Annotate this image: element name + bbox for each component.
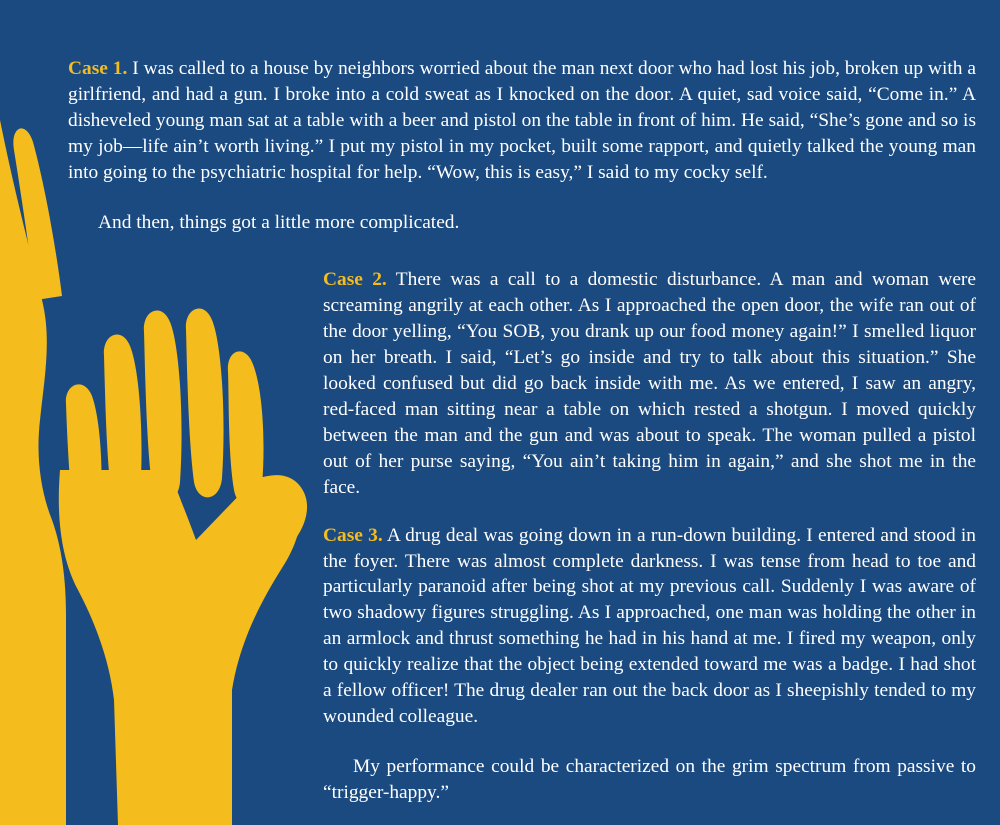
- interlude-paragraph: And then, things got a little more complicated.: [98, 211, 460, 233]
- case-2-label: Case 2.: [323, 269, 387, 291]
- case-3-text: A drug deal was going down in a run-down building. I entered and stood in the foyer. There was almost complete darkness. I was tense from head to toe and particularly paranoid after being shot at my previous call. Suddenly I was aware of two shadowy figures struggling. As I approached, one man was holding the other in an armlock and thrust something he had in his hand at me. I fired my weapon, only to quickly realize that the object being extended toward me was a badge. I had shot a fellow officer! The drug dealer ran out the back door as I sheepishly tended to my wounded colleague.: [323, 524, 976, 727]
- case-3-label: Case 3.: [323, 524, 383, 546]
- case-1-label: Case 1.: [68, 58, 128, 79]
- case-2-paragraph: [323, 267, 976, 500]
- case-1-text: I was called to a house by neighbors worried about the man next door who had lost his job, broken up with a girlfriend, and had a gun. I broke into a cold sweat as I knocked on the door. A quiet, sad voice said, “Come in.” A disheveled young man sat at a table with a beer and pistol on the table in front of him. He said, “She’s gone and so is my job—life ain’t worth living.” I put my pistol in my pocket, built some rapport, and quietly talked the young man into going to the psychiatric hospital for help. “Wow, this is easy,” I said to my cocky self.: [68, 58, 976, 183]
- closing-paragraph: My performance could be characterized on the grim spectrum from passive to “trigger-happy.”: [323, 755, 976, 803]
- case-3-paragraph: [323, 523, 976, 730]
- case-1-paragraph: [68, 56, 976, 186]
- article-text: [68, 56, 976, 819]
- case-2-text: There was a call to a domestic disturbance. A man and woman were screaming angrily at each other. As I approached the open door, the wife ran out of the door yelling, “You SOB, you drank up our food money again!” I smelled liquor on her breath. I said, “Let’s go inside and try to talk about this situation.” She looked confused but did go back inside with me. As we entered, I saw an angry, red-faced man sitting near a table on which rested a shotgun. I moved quickly between the man and the gun and was about to speak. The woman pulled a pistol out of her purse saying, “You ain’t taking him in again,” and she shot me in the face.: [323, 269, 976, 498]
